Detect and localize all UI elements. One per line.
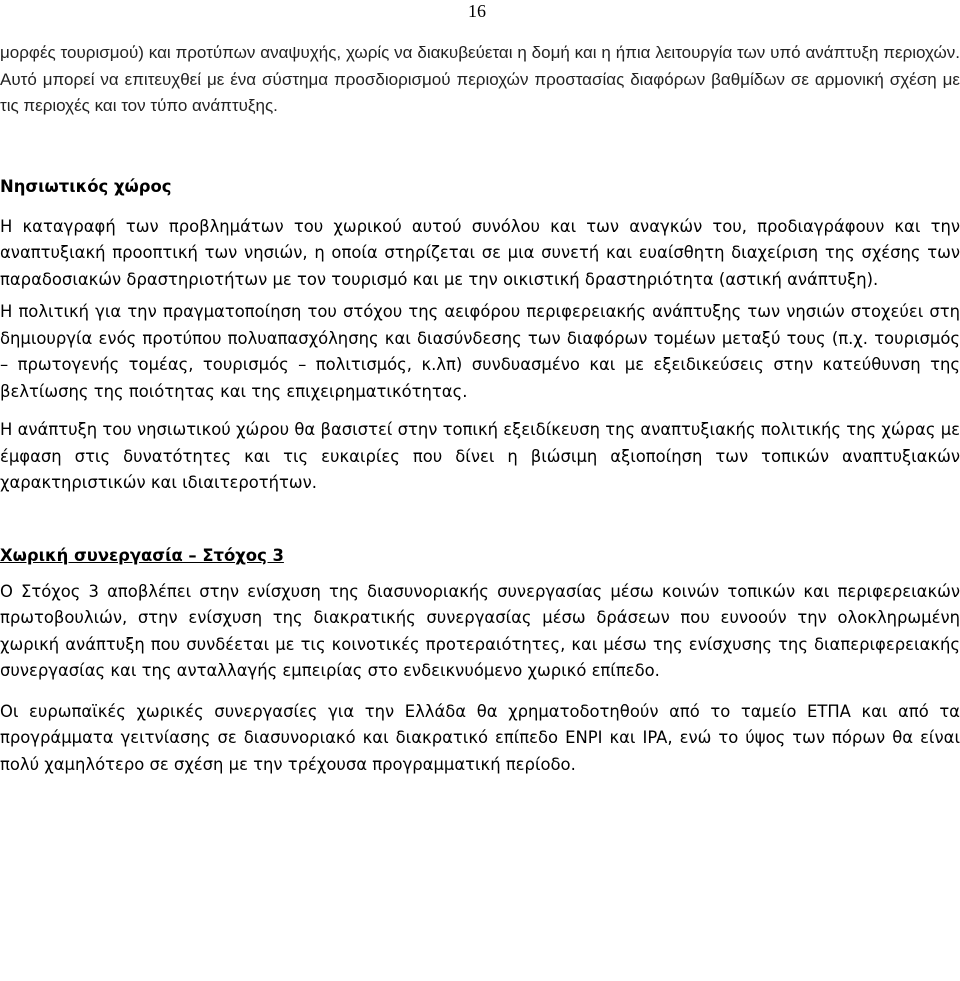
document-page bbox=[0, 40, 960, 778]
cooperation-paragraph-1: Ο Στόχος 3 αποβλέπει στην ενίσχυση της διασυνοριακής συνεργασίας μέσω κοινών τοπικών και περιφερειακών πρωτοβουλιών, στην ενίσχυση της διακρατικής συνεργασίας μέσω δράσεων που ευνοούν την ολοκληρωμένη χωρική ανάπτυξη που συνδέεται με τις κοινοτικές προτεραιότητες, και μέσω της ενίσχυσης της διαπεριφερειακής συνεργασίας και της ανταλλαγής εμπειρίας στο ενδεικνυόμενο χωρικό επίπεδο. bbox=[0, 581, 960, 680]
spacer bbox=[0, 497, 960, 543]
island-paragraph-1: Η καταγραφή των προβλημάτων του χωρικού αυτού συνόλου και των αναγκών του, προδιαγράφουν και την αναπτυξιακή προοπτική των νησιών, η οποία στηρίζεται σε μια συνετή και ευαίσθητη διαχείριση της σχέσης των παραδοσιακών δραστηριοτήτων με τον τουρισμό και με την οικιστική δραστηριότητα (αστική ανάπτυξη). bbox=[0, 216, 960, 289]
spacer bbox=[0, 120, 960, 174]
island-paragraph-3: Η ανάπτυξη του νησιωτικού χώρου θα βασιστεί στην τοπική εξειδίκευση της αναπτυξιακής πολιτικής της χώρας με έμφαση στις δυνατότητες και τις ευκαιρίες που δίνει η βιώσιμη αξιοποίηση των τοπικών αναπτυξιακών χαρακτηριστικών και ιδιαιτεροτήτων. bbox=[0, 420, 960, 492]
page-number: 16 bbox=[468, 1, 486, 21]
section-heading-cooperation: Χωρική συνεργασία – Στόχος 3 bbox=[0, 545, 284, 565]
spacer bbox=[0, 200, 960, 214]
spacer bbox=[0, 569, 960, 579]
spacer bbox=[0, 405, 960, 417]
intro-paragraph: μορφές τουρισμού) και προτύπων αναψυχής, χωρίς να διακυβεύεται η δομή και η ήπια λειτουργία των υπό ανάπτυξη περιοχών. Αυτό μπορεί να επιτευχθεί με ένα σύστημα προσδιορισμού περιοχών προστασίας διαφόρων βαθμίδων σε αρμονική σχέση με τις περιοχές και τον τύπο ανάπτυξης. bbox=[0, 43, 960, 115]
island-paragraph-2: Η πολιτική για την πραγματοποίηση του στόχου της αειφόρου περιφερειακής ανάπτυξης των νησιών στοχεύει στη δημιουργία ενός προτύπου πολυαπασχόλησης και διασύνδεσης των διαφόρων τομέων μεταξύ τους (π.χ. τουρισμός – πρωτογενής τομέας, τουρισμός – πολιτισμός, κ.λπ) συνδυασμένο και με εξειδικεύσεις στην κατεύθυνση της βελτίωσης της ποιότητας και της επιχειρηματικότητας. bbox=[0, 302, 960, 401]
cooperation-paragraph-2: Οι ευρωπαϊκές χωρικές συνεργασίες για την Ελλάδα θα χρηματοδοτηθούν από το ταμείο ΕΤΠΑ και από τα προγράμματα γειτνίασης σε διασυνοριακό και διακρατικό επίπεδο ENPI και IPA, ενώ το ύψος των πόρων θα είναι πολύ χαμηλότερο σε σχέση με την τρέχουσα προγραμματική περίοδο. bbox=[0, 701, 960, 774]
section-heading-island: Νησιωτικός χώρος bbox=[0, 176, 172, 196]
spacer bbox=[0, 685, 960, 699]
